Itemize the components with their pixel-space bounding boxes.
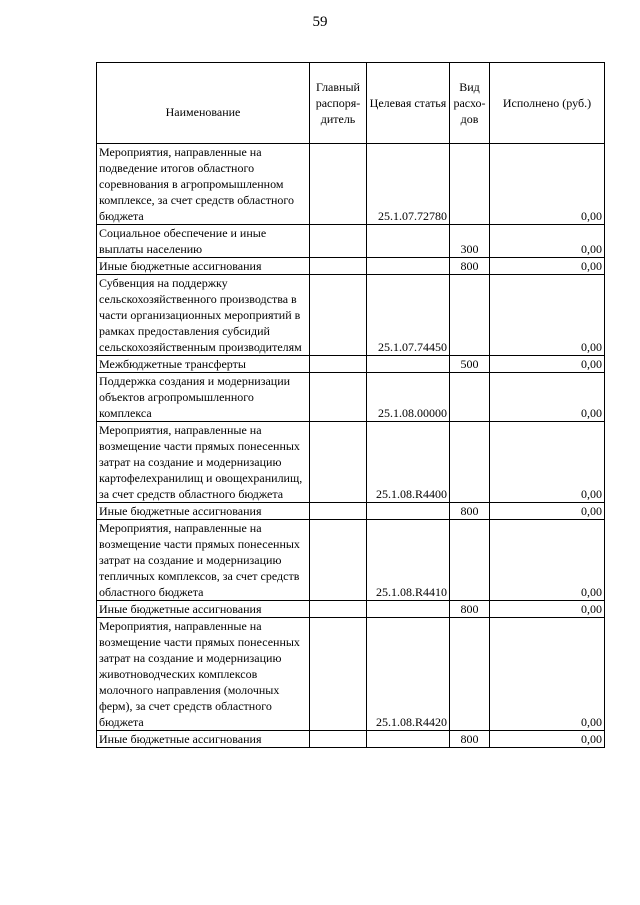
cell-name: Мероприятия, направленные на возмещение части прямых понесенных затрат на создание и модернизацию тепличных комплексов, за счет средств областного бюджета	[97, 520, 310, 601]
cell-name: Субвенция на поддержку сельскохозяйственного производства в части организационных мероприятий в рамках предоставления субсидий сельскохозяйственным производителям	[97, 275, 310, 356]
cell-main-manager	[310, 258, 367, 275]
cell-main-manager	[310, 144, 367, 225]
cell-expense-kind: 800	[450, 258, 490, 275]
table-row	[97, 520, 605, 601]
cell-target-article	[367, 731, 450, 748]
cell-target-article: 25.1.07.74450	[367, 275, 450, 356]
cell-executed: 0,00	[490, 275, 605, 356]
cell-main-manager	[310, 225, 367, 258]
cell-main-manager	[310, 373, 367, 422]
cell-target-article	[367, 356, 450, 373]
cell-executed: 0,00	[490, 618, 605, 731]
cell-name: Иные бюджетные ассигнования	[97, 258, 310, 275]
cell-target-article: 25.1.07.72780	[367, 144, 450, 225]
cell-name: Поддержка создания и модернизации объектов агропромышленного комплекса	[97, 373, 310, 422]
header-executed: Исполнено (руб.)	[490, 63, 605, 144]
cell-executed: 0,00	[490, 601, 605, 618]
cell-expense-kind: 800	[450, 503, 490, 520]
table-row	[97, 601, 605, 618]
cell-executed: 0,00	[490, 503, 605, 520]
table-row	[97, 373, 605, 422]
cell-executed: 0,00	[490, 258, 605, 275]
cell-expense-kind: 800	[450, 601, 490, 618]
cell-expense-kind	[450, 520, 490, 601]
cell-expense-kind	[450, 373, 490, 422]
cell-target-article	[367, 601, 450, 618]
cell-target-article: 25.1.08.R4400	[367, 422, 450, 503]
cell-main-manager	[310, 731, 367, 748]
table-row	[97, 731, 605, 748]
cell-target-article: 25.1.08.00000	[367, 373, 450, 422]
cell-main-manager	[310, 356, 367, 373]
header-expense-kind: Вид расхо-дов	[450, 63, 490, 144]
cell-name: Иные бюджетные ассигнования	[97, 503, 310, 520]
cell-name: Межбюджетные трансферты	[97, 356, 310, 373]
cell-main-manager	[310, 601, 367, 618]
table-row	[97, 258, 605, 275]
table-row	[97, 356, 605, 373]
cell-main-manager	[310, 503, 367, 520]
table-row	[97, 618, 605, 731]
cell-name: Иные бюджетные ассигнования	[97, 731, 310, 748]
table-row	[97, 144, 605, 225]
cell-target-article	[367, 258, 450, 275]
cell-main-manager	[310, 618, 367, 731]
cell-target-article: 25.1.08.R4410	[367, 520, 450, 601]
cell-expense-kind	[450, 422, 490, 503]
cell-executed: 0,00	[490, 520, 605, 601]
cell-executed: 0,00	[490, 373, 605, 422]
cell-expense-kind: 500	[450, 356, 490, 373]
cell-main-manager	[310, 520, 367, 601]
table-row	[97, 275, 605, 356]
cell-expense-kind	[450, 618, 490, 731]
cell-name: Социальное обеспечение и иные выплаты населению	[97, 225, 310, 258]
cell-executed: 0,00	[490, 422, 605, 503]
header-name: Наименование	[97, 63, 310, 144]
cell-main-manager	[310, 275, 367, 356]
table-header-row	[97, 63, 605, 144]
table-body	[97, 144, 605, 748]
cell-executed: 0,00	[490, 225, 605, 258]
cell-main-manager	[310, 422, 367, 503]
header-target-article: Целевая статья	[367, 63, 450, 144]
cell-target-article	[367, 225, 450, 258]
cell-expense-kind	[450, 144, 490, 225]
cell-executed: 0,00	[490, 356, 605, 373]
header-main-manager: Главный распоря-дитель	[310, 63, 367, 144]
cell-name: Мероприятия, направленные на возмещение части прямых понесенных затрат на создание и модернизацию животноводческих комплексов молочного направления (молочных ферм), за счет средств областного бюджета	[97, 618, 310, 731]
budget-table	[96, 62, 605, 748]
cell-target-article: 25.1.08.R4420	[367, 618, 450, 731]
table-row	[97, 422, 605, 503]
cell-executed: 0,00	[490, 144, 605, 225]
cell-name: Мероприятия, направленные на подведение итогов областного соревнования в агропромышленном комплексе, за счет средств областного бюджета	[97, 144, 310, 225]
cell-name: Мероприятия, направленные на возмещение части прямых понесенных затрат на создание и модернизацию картофелехранилищ и овощехранилищ, за счет средств областного бюджета	[97, 422, 310, 503]
cell-expense-kind: 300	[450, 225, 490, 258]
cell-expense-kind	[450, 275, 490, 356]
cell-executed: 0,00	[490, 731, 605, 748]
table-row	[97, 503, 605, 520]
cell-expense-kind: 800	[450, 731, 490, 748]
page-number: 59	[312, 14, 328, 30]
table-row	[97, 225, 605, 258]
cell-target-article	[367, 503, 450, 520]
cell-name: Иные бюджетные ассигнования	[97, 601, 310, 618]
